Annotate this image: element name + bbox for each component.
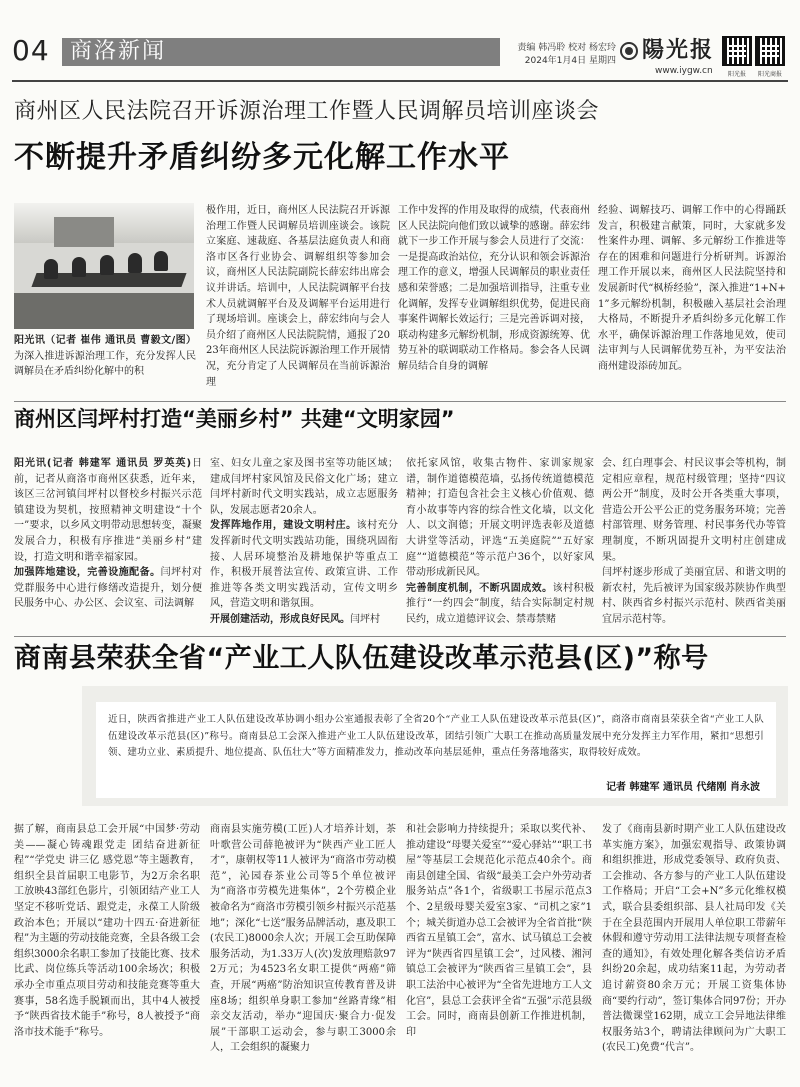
- article2-column-2: [210, 456, 398, 632]
- qr-code-icon[interactable]: [722, 36, 752, 66]
- article1-column-2: 极作用，近日，商州区人民法院召开诉源治理工作暨人民调解员培训座谈会。该院立案庭、速裁庭、各基层法庭负责人和商洛市区各行业协会、调解组织等参加会议，商州区人民法院副院长薛宏纬出席会议并讲话。培训中，人民法院调解平台技术人员就调解平台及及调解平台运用进行了现场培训。座谈会上，薛宏纬向与会人员介绍了商州区人民法院院情，通报了2023年商州区人民法院诉源治理工作开展情况，充分肯定了人民调解员在当前诉源治理: [206, 205, 390, 388]
- article2-title: 商州区闫坪村打造“美丽乡村” 共建“文明家园”: [14, 407, 455, 431]
- paragraph: 闫坪村: [350, 613, 380, 625]
- article1-column-4: 经验、调解技巧、调解工作中的心得踊跃发言，积极建言献策，同时，大家就多发性案件办理、调解、多元解纷工作推进等存在的困难和问题进行分析研判。诉源治理工作开展以来，商州区人民法院坚持和发展新时代“枫桥经验”，深入推进“1+N+1”多元解纷机制，积极融入基层社会治理大格局，不断提升矛盾纠纷多元化解工作水平，确保诉源治理工作落地见效，使司法审判与人民调解优势互补，为平安法治商州建设添砖加瓦。: [598, 205, 786, 372]
- qr-label: 阳光报: [727, 71, 746, 78]
- paragraph: 该村积极推行“一约四会”制度，结合实际制定村规民约，成立道德评议会、禁毒禁赌: [406, 582, 594, 625]
- section-title: 商洛新闻: [70, 39, 167, 64]
- date-line: 2024年1月4日 星期四: [524, 56, 616, 66]
- article1-title: 不断提升矛盾纠纷多元化解工作水平: [14, 140, 510, 175]
- qr-code-icon[interactable]: [755, 36, 785, 66]
- paragraph: 闫坪村逐步形成了美丽宜居、和谐文明的新农村，先后被评为国家级苏陕协作典型村、陕西省乡村振兴示范村、陕西省美丽宜居示范村等。: [602, 567, 786, 625]
- article2-column-1: [14, 456, 202, 632]
- article1-caption: [14, 333, 196, 397]
- article2-column-4: [602, 456, 786, 632]
- editors-line: 责编 韩冯聆 校对 杨宏玲: [517, 43, 616, 53]
- subhead: 加强阵地建设，完善设施配备。: [14, 567, 161, 579]
- caption-text: 为深入推进诉源治理工作，充分发挥人民调解员在矛盾纠纷化解中的积: [14, 350, 196, 378]
- subhead: 完善制度机制，不断巩固成效。: [406, 582, 553, 594]
- article3-column-4: 发了《商南县新时期产业工人队伍建设改革实施方案》，加强宏观指导、政策协调和组织推进，形成党委领导、政府负责、工会推动、各方参与的产业工人队伍建设工作格局；开启“工会+N”多元化维权模式，联合县委组织部、县人社局印发《关于在全县范围内开展用人单位职工带薪年休假和遵守劳动用工法律法规专项督查检查的通知》，有效处理化解各类信访矛盾纠纷20余起，成功结案11起，为劳动者追讨薪资80余万元；开展工资集体协商“要约行动”，签订集体合同97份；开办普法微课堂162期，成立工会异地法律维权服务站3个，聘请法律顾问为广大职工(农民工)免费“代言”。: [602, 824, 786, 1054]
- paragraph: 依托家风馆，收集古物件、家训家规家谱，制作道德模范墙，弘扬传统道德模范精神；打造包含社会主义核心价值观、德育小故事等内容的综合性文化墙，以文化人、以文润德；开展文明评选表彰及道德大讲堂等活动，评选“五美庭院”“五好家庭”“道德模范”等示范户36个，以好家风带动形成新民风。: [406, 458, 594, 579]
- byline: 阳光讯(记者 韩建军 通讯员 罗英英): [14, 458, 192, 469]
- page-number: 04: [12, 34, 50, 67]
- article3-title: 商南县荣获全省“产业工人队伍建设改革示范县(区)”称号: [14, 643, 709, 674]
- newspaper-logo: 陽光报: [642, 37, 715, 63]
- paragraph: 日前，记者从商洛市商州区获悉，近年来，该区三岔河镇闫坪村以督校乡村振兴示范镇建设为契机，按照精神文明建设“十个一”要求，以乡风文明带动思想转变，凝聚发展合力，积极有序推进“美丽乡村”建设，打造文明和谐幸福家园。: [14, 458, 202, 563]
- caption-credit: 阳光讯（记者 崔伟 通讯员 曹毅文/图）: [14, 335, 196, 346]
- subhead: 发挥阵地作用，建设文明村庄。: [210, 520, 357, 532]
- article1-column-3: 工作中发挥的作用及取得的成绩，代表商州区人民法院向他们致以诚挚的感谢。薛宏纬就下一步工作开展与参会人员进行了交流：一是提高政治站位，充分认识和领会诉源治理工作的意义，增强人民调解员的职业责任感和荣誉感；二是加强培训指导，注重专业化调解，发挥专业调解组织优势，促进民商事案件调解长效运行；三是完善诉调对接，联动构建多元解纷机制，形成资源统筹、优势互补的联调联动工作格局。参会各人民调解员结合自身的调解: [398, 205, 590, 372]
- article3-column-2: 商南县实施劳模(工匠)人才培养计划，茶叶歌营公司薛艳被评为“陕西产业工匠人才”，康朝权等11人被评为“商洛市劳动模范”，沁园春茶业公司等5个单位被评为“商洛市劳模先进集体”，2个劳模企业被命名为“商洛市劳模引领乡村振兴示范基地”；深化“七送”服务品牌活动，惠及职工(农民工)8000余人次；开展工会互助保障服务活动，为1.33万人(次)发放理赔款972万元；为4523名女职工提供“两癌”筛查，开展“两癌”防治知识宣传教育普及讲座8场；组织单身职工参加“丝路青缘”相亲交友活动，举办“迎国庆·聚合力·促发展”干部职工运动会，参与职工3000余人，工会组织的凝聚力: [210, 824, 396, 1054]
- paragraph: 该村充分发挥新时代文明实践站功能，围绕巩固衔接、人居环境整治及耕地保护等重点工作，积极开展普法宣传、政策宣讲、工作推进等各类文明实践活动，宣传文明乡风，营造文明和谐氛围。: [210, 520, 398, 610]
- website-url[interactable]: www.iygw.cn: [655, 66, 713, 76]
- header-rule: [12, 80, 788, 82]
- paragraph: 闫坪村对党群服务中心进行修缮改造提升，划分便民服务中心、办公区、会议室、司法调解: [14, 567, 202, 610]
- article3-column-1: 据了解，商南县总工会开展“中国梦·劳动美——凝心铸魂跟党走 团结奋进新征程”“学党史 讲三亿 感党恩”等主题教育，组织全县首届职工电影节，为2万余名职工放映43部红色影片，引领团结产业工人坚定不移听党话、跟党走，永葆工人阶级政治本色；开展以“建功十四五·奋进新征程”为主题的劳动技能竞赛，全县各级工会组织3000余名职工参加了技能比赛、技术比武、岗位练兵等活动100余场次；积极承办全市重点项目劳动和技能竞赛等重大赛事，58名选手脱颖而出，其中4人被授予“陕西省技术能手”称号，8人被授予“商洛市技术能手”称号。: [14, 824, 200, 1038]
- sun-logo-icon: [620, 42, 638, 60]
- header-meta: [500, 42, 616, 68]
- article3-column-3: 和社会影响力持续提升；采取以奖代补、推动建设“母婴关爱室”“爱心驿站”“职工书屋”等基层工会规范化示范点40余个。商南县创建全国、省级“最美工会户外劳动者服务站点”各1个，省级职工书屋示范点3个、2星级母婴关爱室3家、“司机之家”1个；城关街道办总工会被评为全省首批“陕西省五星镇工会”，富水、试马镇总工会被评为“陕西省四星镇工会”，过风楼、湘河镇总工会被评为“陕西省三星镇工会”，县职工法治中心被评为“全省先进地方工人文化宫”，县总工会获评全省“五强”示范县级工会。同时，商南县创新工作推进机制，印: [406, 824, 592, 1038]
- meeting-photo: [14, 203, 194, 329]
- article2-column-3: [406, 456, 594, 632]
- article3-byline: 记者 韩建军 通讯员 代绪刚 肖永波: [606, 782, 760, 793]
- subhead: 开展创建活动，形成良好民风。: [210, 613, 350, 625]
- article3-lead: 近日，陕西省推进产业工人队伍建设改革协调小组办公室通报表彰了全省20个“产业工人队伍建设改革示范县(区)”，商洛市商南县荣获全省“产业工人队伍建设改革示范县(区)”称号。商南县总工会深入推进产业工人队伍建设改革，团结引领广大职工在推动高质量发展中充分发挥主力军作用，紧扣“思想引领、建功立业、素质提升、地位提高、队伍壮大”等方面精准发力，推动改革向基层延伸，重点任务落地落实，取得较好成效。: [108, 714, 764, 759]
- section-divider: [14, 401, 786, 402]
- paragraph: 会、红白理事会、村民议事会等机构，制定相应章程，规范村级管理；坚持“四议两公开”制度，及时公开各类重大事项，营造公开公平公正的党务服务环境；完善村部管理、财务管理、村民事务代办等管理制度，不断巩固提升文明村庄创建成果。: [602, 458, 786, 563]
- section-divider: [14, 636, 786, 637]
- article1-subtitle: 商州区人民法院召开诉源治理工作暨人民调解员培训座谈会: [14, 99, 600, 124]
- qr-label: 阳光商报: [757, 71, 782, 78]
- paragraph: 室、妇女儿童之家及图书室等功能区域；建成闫坪村家风馆及民俗文化广场；建立闫坪村新时代文明实践站，成立志愿服务队，发展志愿者20余人。: [210, 458, 398, 516]
